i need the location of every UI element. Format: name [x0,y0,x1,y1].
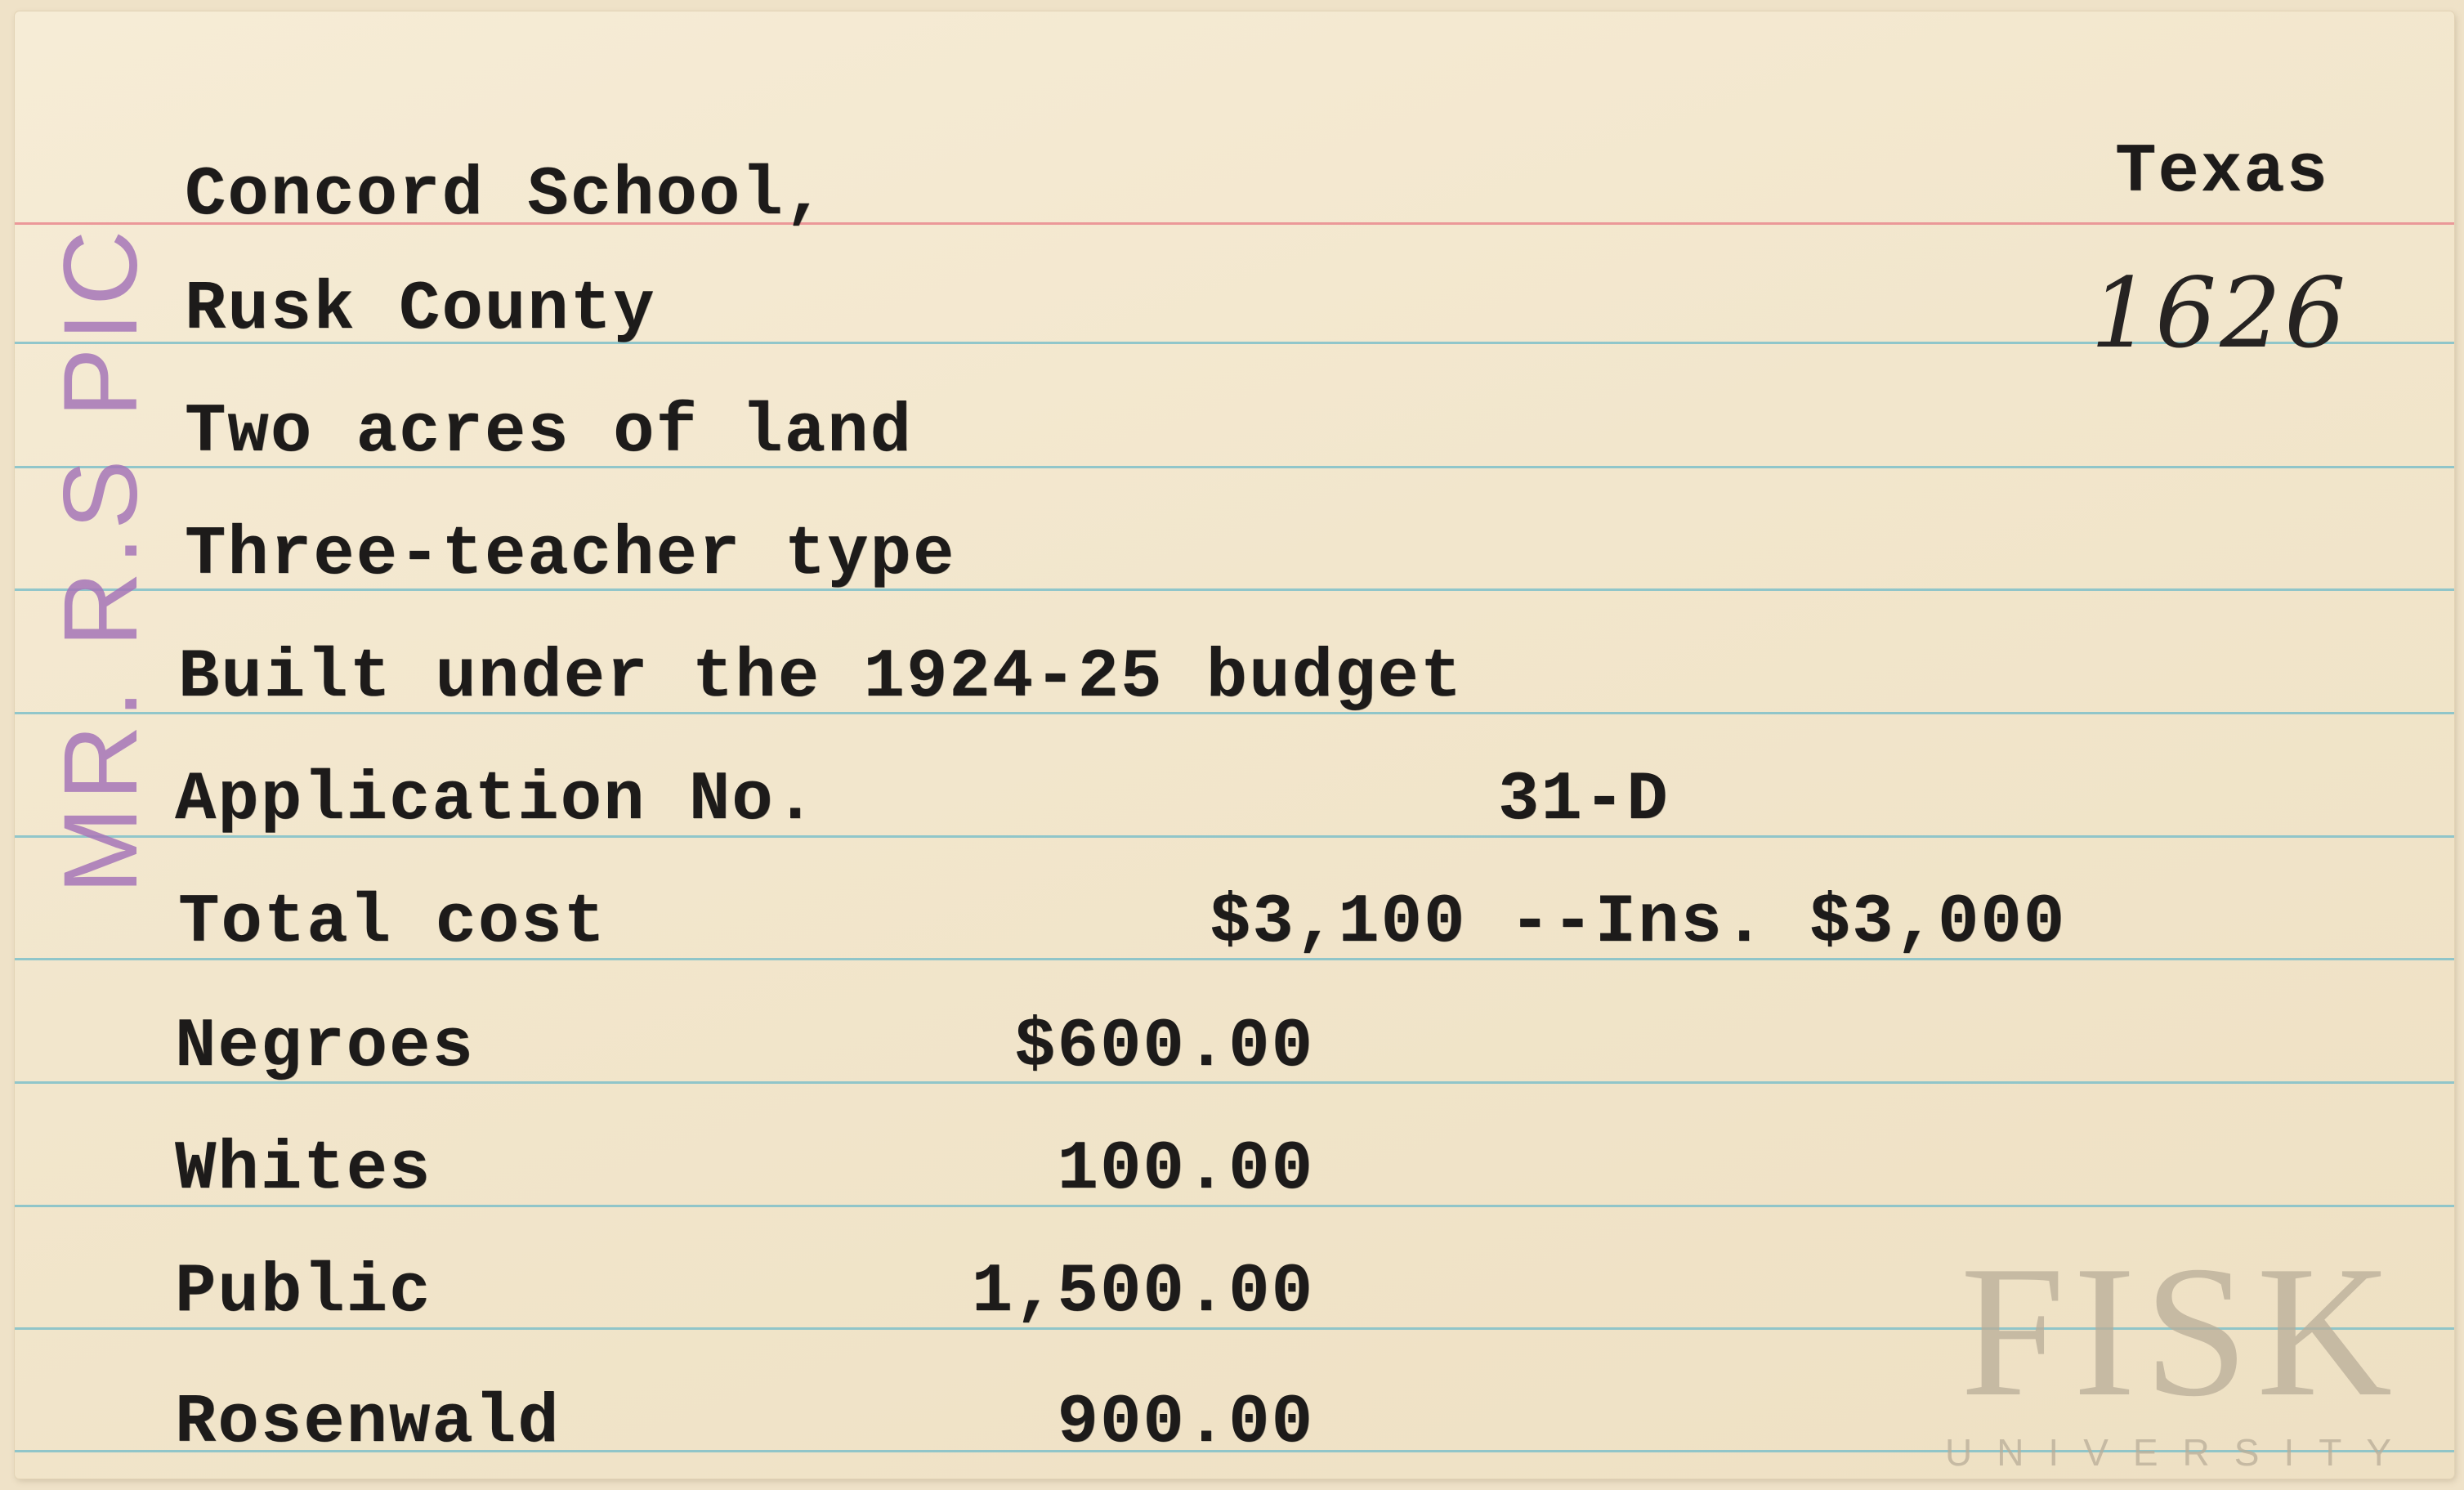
application-value: 31-D [1498,762,1670,839]
fisk-university-watermark [1903,1227,2454,1474]
land-line: Two acres of land [185,394,913,472]
type-line: Three-teacher type [185,517,956,594]
stamp-mark: MR. R.S PIC [42,223,159,894]
state-label: Texas [2115,134,2330,212]
total-cost-label: Total cost [178,884,607,962]
index-card [15,11,2454,1479]
contribution-amount: 1,500.00 [971,1254,1314,1331]
contribution-amount: 900.00 [1057,1385,1314,1462]
card-number: 1626 [2091,257,2350,369]
contribution-label: Rosenwald [175,1385,561,1462]
contribution-amount: $600.00 [1014,1009,1314,1086]
county-name: Rusk County [185,271,656,349]
watermark-subtitle: UNIVERSITY [1944,1431,2417,1474]
budget-line: Built under the 1924-25 budget [178,639,1464,717]
school-name: Concord School, [185,157,828,235]
contribution-label: Negroes [175,1009,475,1086]
watermark-title: FISK [1960,1227,2401,1435]
contribution-amount: 100.00 [1057,1131,1314,1209]
contribution-label: Public [175,1254,432,1331]
contribution-label: Whites [175,1131,432,1209]
total-cost-value: $3,100 --Ins. $3,000 [1210,884,2067,962]
application-label: Application No. [175,762,818,839]
